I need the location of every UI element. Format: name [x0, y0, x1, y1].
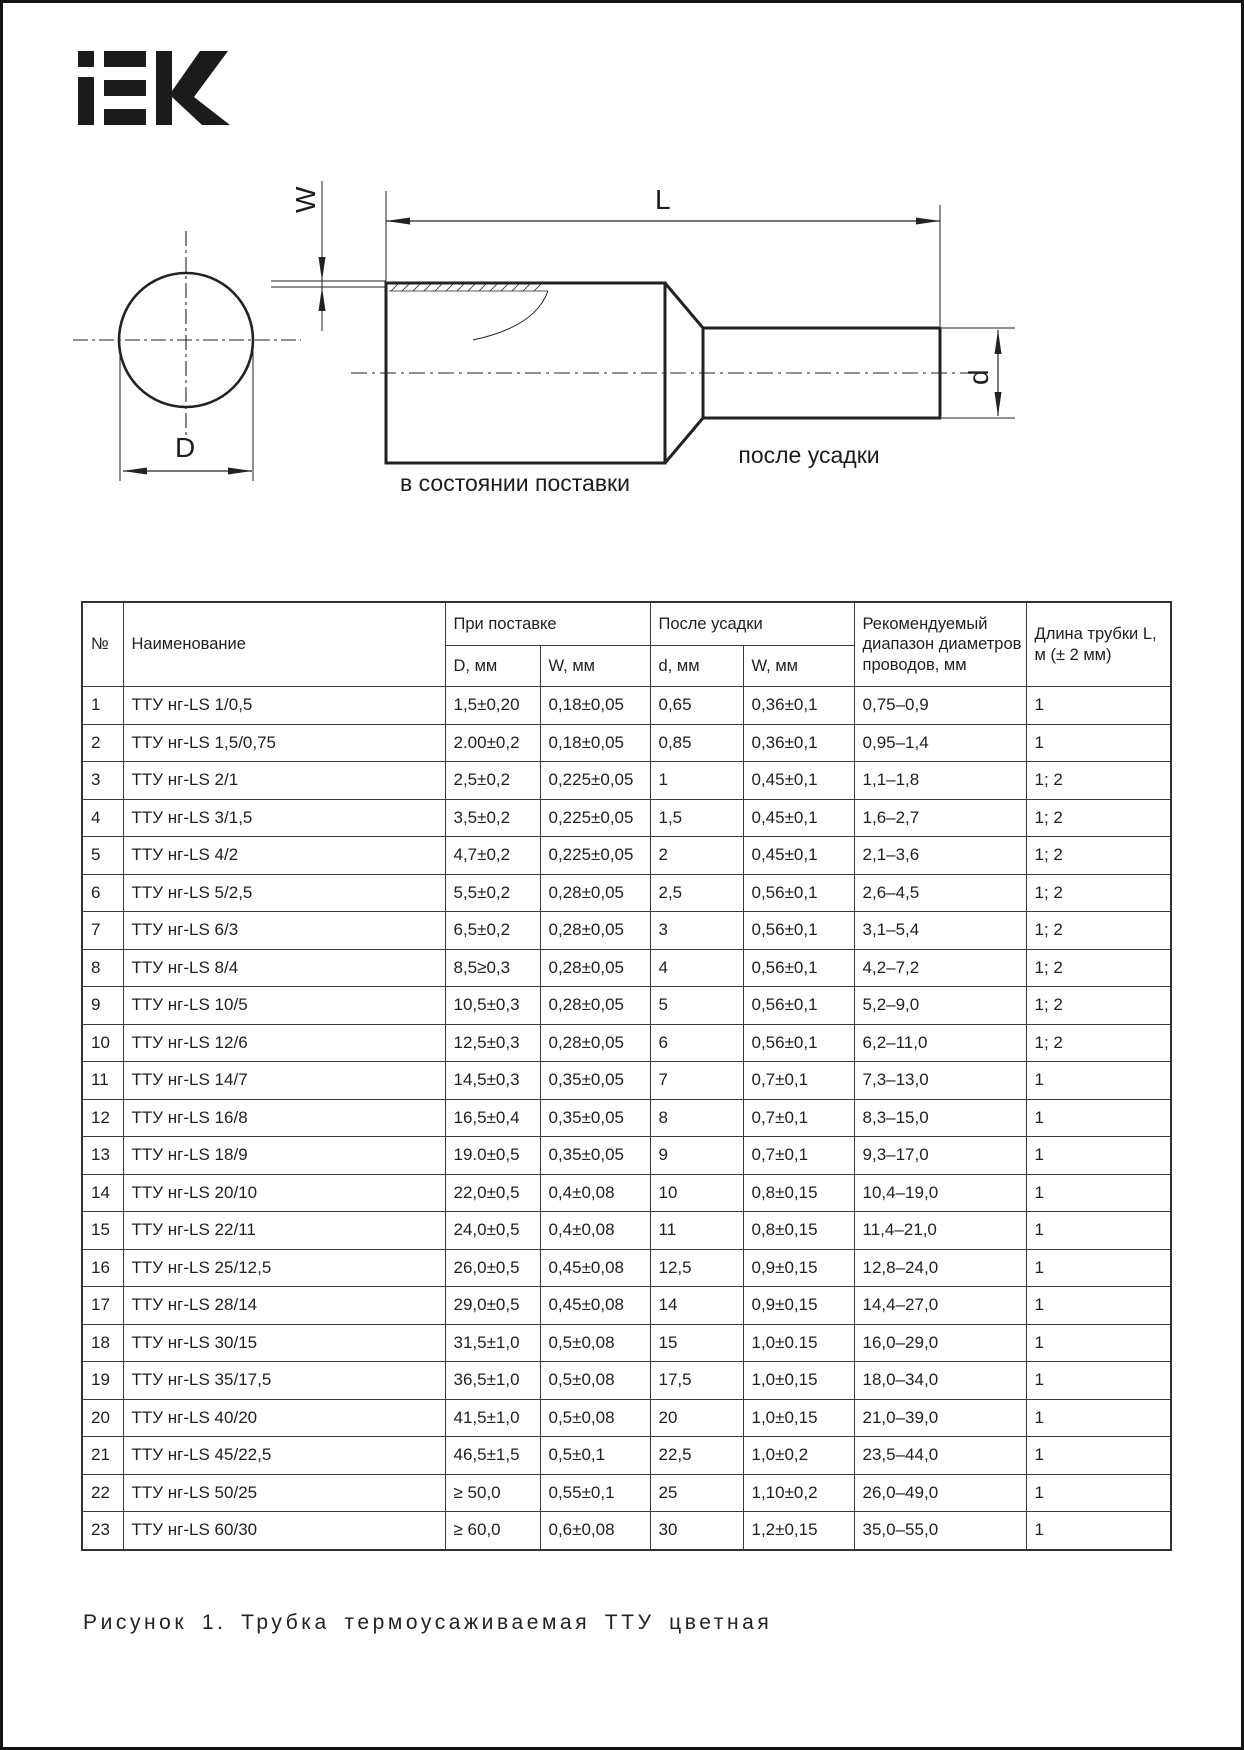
table-cell: 0,85 [650, 724, 743, 762]
table-cell: 15 [650, 1324, 743, 1362]
table-row [82, 1212, 1171, 1250]
table-cell: 1 [650, 762, 743, 800]
dim-label-W: W [290, 186, 321, 213]
table-row [82, 949, 1171, 987]
table-cell: 46,5±1,5 [445, 1437, 540, 1475]
table-row [82, 1099, 1171, 1137]
table-cell: 22 [82, 1474, 123, 1512]
table-cell: 0,28±0,05 [540, 987, 650, 1025]
table-cell: 12,5±0,3 [445, 1024, 540, 1062]
dim-label-d: d [963, 369, 994, 385]
table-cell: 6 [650, 1024, 743, 1062]
table-cell: 6 [82, 874, 123, 912]
spec-table-head [82, 602, 1171, 687]
table-row [82, 1174, 1171, 1212]
table-cell: 2 [82, 724, 123, 762]
table-cell: 0,5±0,1 [540, 1437, 650, 1475]
col-header-W-mm-delivery: W, мм [540, 646, 650, 687]
table-cell: 6,5±0,2 [445, 912, 540, 950]
table-cell: 10 [650, 1174, 743, 1212]
table-cell: 18 [82, 1324, 123, 1362]
table-cell: ТТУ нг-LS 18/9 [123, 1137, 445, 1175]
table-cell: 0,35±0,05 [540, 1137, 650, 1175]
table-cell: ТТУ нг-LS 5/2,5 [123, 874, 445, 912]
table-cell: 1; 2 [1026, 799, 1171, 837]
table-cell: ≥ 60,0 [445, 1512, 540, 1550]
table-cell: 5,5±0,2 [445, 874, 540, 912]
table-cell: 10,5±0,3 [445, 987, 540, 1025]
col-header-name: Наименование [123, 602, 445, 687]
table-cell: 16,0–29,0 [854, 1324, 1026, 1362]
table-cell: ТТУ нг-LS 22/11 [123, 1212, 445, 1250]
table-cell: 0,225±0,05 [540, 762, 650, 800]
spec-table-container [81, 601, 1172, 1551]
table-cell: 7 [82, 912, 123, 950]
table-cell: 1,0±0,15 [743, 1362, 854, 1400]
table-cell: 3 [82, 762, 123, 800]
table-cell: 0,6±0,08 [540, 1512, 650, 1550]
table-cell: 4 [650, 949, 743, 987]
table-cell: ТТУ нг-LS 50/25 [123, 1474, 445, 1512]
table-cell: 0,45±0,1 [743, 762, 854, 800]
table-cell: 0,225±0,05 [540, 799, 650, 837]
table-cell: 0,18±0,05 [540, 687, 650, 725]
table-cell: 1,0±0.15 [743, 1324, 854, 1362]
table-cell: 6,2–11,0 [854, 1024, 1026, 1062]
table-cell: 7,3–13,0 [854, 1062, 1026, 1100]
table-row [82, 987, 1171, 1025]
iek-logo-icon [78, 51, 230, 125]
table-row [82, 1249, 1171, 1287]
table-cell: 5 [82, 837, 123, 875]
table-row [82, 1474, 1171, 1512]
table-cell: 1; 2 [1026, 874, 1171, 912]
col-header-num: № [82, 602, 123, 687]
table-cell: 0,4±0,08 [540, 1174, 650, 1212]
table-cell: ТТУ нг-LS 16/8 [123, 1099, 445, 1137]
table-cell: 16 [82, 1249, 123, 1287]
table-cell: 1 [1026, 687, 1171, 725]
table-cell: 17 [82, 1287, 123, 1325]
table-cell: 0,35±0,05 [540, 1062, 650, 1100]
table-row [82, 1287, 1171, 1325]
dim-label-L: L [655, 184, 671, 215]
table-cell: ТТУ нг-LS 3/1,5 [123, 799, 445, 837]
table-cell: 0,28±0,05 [540, 874, 650, 912]
table-cell: 1 [1026, 1437, 1171, 1475]
table-cell: 1; 2 [1026, 762, 1171, 800]
table-cell: 22,0±0,5 [445, 1174, 540, 1212]
table-cell: 16,5±0,4 [445, 1099, 540, 1137]
table-cell: 1,2±0,15 [743, 1512, 854, 1550]
table-cell: 1,0±0,2 [743, 1437, 854, 1475]
table-cell: 3,5±0,2 [445, 799, 540, 837]
table-cell: 22,5 [650, 1437, 743, 1475]
table-cell: 1; 2 [1026, 837, 1171, 875]
table-cell: 24,0±0,5 [445, 1212, 540, 1250]
table-cell: 30 [650, 1512, 743, 1550]
table-cell: 11,4–21,0 [854, 1212, 1026, 1250]
table-cell: ≥ 50,0 [445, 1474, 540, 1512]
table-cell: 20 [650, 1399, 743, 1437]
table-row [82, 1362, 1171, 1400]
table-cell: 0,9±0,15 [743, 1249, 854, 1287]
table-cell: 19 [82, 1362, 123, 1400]
table-cell: 3 [650, 912, 743, 950]
table-cell: 1 [1026, 1062, 1171, 1100]
table-cell: 19.0±0,5 [445, 1137, 540, 1175]
table-cell: 23 [82, 1512, 123, 1550]
table-cell: ТТУ нг-LS 1/0,5 [123, 687, 445, 725]
table-cell: 1; 2 [1026, 987, 1171, 1025]
table-cell: 26,0±0,5 [445, 1249, 540, 1287]
table-row [82, 1024, 1171, 1062]
col-header-W-mm-shrink: W, мм [743, 646, 854, 687]
table-cell: 10,4–19,0 [854, 1174, 1026, 1212]
table-cell: 1,0±0,15 [743, 1399, 854, 1437]
table-cell: 1 [1026, 1474, 1171, 1512]
table-cell: 21,0–39,0 [854, 1399, 1026, 1437]
table-cell: 5,2–9,0 [854, 987, 1026, 1025]
table-cell: 17,5 [650, 1362, 743, 1400]
table-cell: 14,4–27,0 [854, 1287, 1026, 1325]
table-cell: 18,0–34,0 [854, 1362, 1026, 1400]
table-cell: 23,5–44,0 [854, 1437, 1026, 1475]
table-cell: 1 [1026, 1174, 1171, 1212]
table-cell: 0,28±0,05 [540, 1024, 650, 1062]
table-cell: 2,5 [650, 874, 743, 912]
table-cell: 2,1–3,6 [854, 837, 1026, 875]
table-cell: 0,45±0,1 [743, 799, 854, 837]
table-cell: 13 [82, 1137, 123, 1175]
table-cell: 0,45±0,1 [743, 837, 854, 875]
table-cell: 25 [650, 1474, 743, 1512]
table-cell: ТТУ нг-LS 8/4 [123, 949, 445, 987]
table-cell: 5 [650, 987, 743, 1025]
table-cell: 11 [82, 1062, 123, 1100]
table-cell: 14,5±0,3 [445, 1062, 540, 1100]
table-cell: 1 [1026, 1324, 1171, 1362]
table-cell: 8,5≥0,3 [445, 949, 540, 987]
spec-table-body [82, 687, 1171, 1550]
table-cell: 10 [82, 1024, 123, 1062]
table-cell: 1,5 [650, 799, 743, 837]
table-cell: 0,225±0,05 [540, 837, 650, 875]
table-cell: 1,5±0,20 [445, 687, 540, 725]
table-row [82, 837, 1171, 875]
table-cell: 1 [1026, 724, 1171, 762]
table-cell: 12 [82, 1099, 123, 1137]
table-cell: 0,95–1,4 [854, 724, 1026, 762]
table-row [82, 1324, 1171, 1362]
table-cell: 0,75–0,9 [854, 687, 1026, 725]
table-cell: 29,0±0,5 [445, 1287, 540, 1325]
table-cell: 0,45±0,08 [540, 1249, 650, 1287]
spec-table [81, 601, 1172, 1551]
table-cell: ТТУ нг-LS 4/2 [123, 837, 445, 875]
table-cell: 0,28±0,05 [540, 949, 650, 987]
table-cell: ТТУ нг-LS 20/10 [123, 1174, 445, 1212]
table-cell: 36,5±1,0 [445, 1362, 540, 1400]
table-cell: 2 [650, 837, 743, 875]
table-cell: 0,55±0,1 [540, 1474, 650, 1512]
table-row [82, 687, 1171, 725]
col-header-d-mm: d, мм [650, 646, 743, 687]
table-row [82, 912, 1171, 950]
table-cell: 8,3–15,0 [854, 1099, 1026, 1137]
table-cell: 1 [1026, 1512, 1171, 1550]
table-cell: 2,5±0,2 [445, 762, 540, 800]
table-cell: 0,56±0,1 [743, 949, 854, 987]
table-cell: 1; 2 [1026, 949, 1171, 987]
table-cell: 12,8–24,0 [854, 1249, 1026, 1287]
table-cell: 1,10±0,2 [743, 1474, 854, 1512]
table-row [82, 874, 1171, 912]
table-cell: 14 [650, 1287, 743, 1325]
table-cell: 0,56±0,1 [743, 912, 854, 950]
table-cell: 1 [1026, 1212, 1171, 1250]
dim-label-D: D [175, 432, 196, 463]
table-cell: 20 [82, 1399, 123, 1437]
table-cell: 1,6–2,7 [854, 799, 1026, 837]
table-cell: 1 [1026, 1399, 1171, 1437]
table-cell: ТТУ нг-LS 30/15 [123, 1324, 445, 1362]
caption-after-shrink: после усадки [738, 442, 880, 468]
table-cell: 0,7±0,1 [743, 1137, 854, 1175]
table-cell: ТТУ нг-LS 1,5/0,75 [123, 724, 445, 762]
table-cell: 26,0–49,0 [854, 1474, 1026, 1512]
figure-caption: Рисунок 1. Трубка термоусаживаемая ТТУ цветная [83, 1611, 773, 1634]
product-diagram [3, 143, 1244, 503]
table-cell: ТТУ нг-LS 25/12,5 [123, 1249, 445, 1287]
table-cell: 0,45±0,08 [540, 1287, 650, 1325]
table-cell: ТТУ нг-LS 60/30 [123, 1512, 445, 1550]
table-cell: ТТУ нг-LS 40/20 [123, 1399, 445, 1437]
table-row [82, 1062, 1171, 1100]
table-row [82, 1437, 1171, 1475]
col-header-D-mm: D, мм [445, 646, 540, 687]
header-row-groups [82, 602, 1171, 646]
caption-delivery-state: в состоянии поставки [400, 470, 630, 496]
table-cell: 2.00±0,2 [445, 724, 540, 762]
table-cell: 0,36±0,1 [743, 687, 854, 725]
table-cell: 0,56±0,1 [743, 1024, 854, 1062]
table-cell: 0,56±0,1 [743, 987, 854, 1025]
table-cell: 1 [1026, 1287, 1171, 1325]
table-cell: ТТУ нг-LS 12/6 [123, 1024, 445, 1062]
table-cell: 0,8±0,15 [743, 1212, 854, 1250]
table-cell: 11 [650, 1212, 743, 1250]
table-cell: 0,36±0,1 [743, 724, 854, 762]
table-row [82, 1399, 1171, 1437]
table-cell: 8 [650, 1099, 743, 1137]
table-cell: 8 [82, 949, 123, 987]
table-cell: 1,1–1,8 [854, 762, 1026, 800]
table-cell: 0,65 [650, 687, 743, 725]
table-cell: ТТУ нг-LS 35/17,5 [123, 1362, 445, 1400]
table-cell: ТТУ нг-LS 10/5 [123, 987, 445, 1025]
col-header-tube-length: Длина трубки L, м (± 2 мм) [1026, 602, 1171, 687]
table-cell: 1 [82, 687, 123, 725]
table-cell: 35,0–55,0 [854, 1512, 1026, 1550]
table-cell: 9,3–17,0 [854, 1137, 1026, 1175]
table-cell: 0,28±0,05 [540, 912, 650, 950]
col-group-after-shrink: После усадки [650, 602, 854, 646]
table-cell: 41,5±1,0 [445, 1399, 540, 1437]
col-header-wire-range: Рекомендуемый диапазон диаметров проводов, мм [854, 602, 1026, 687]
table-cell: 1 [1026, 1137, 1171, 1175]
table-row [82, 724, 1171, 762]
table-cell: ТТУ нг-LS 45/22,5 [123, 1437, 445, 1475]
table-cell: 0,8±0,15 [743, 1174, 854, 1212]
table-row [82, 799, 1171, 837]
col-group-at-delivery: При поставке [445, 602, 650, 646]
table-cell: 3,1–5,4 [854, 912, 1026, 950]
table-cell: 21 [82, 1437, 123, 1475]
table-row [82, 762, 1171, 800]
table-cell: 4 [82, 799, 123, 837]
table-cell: ТТУ нг-LS 2/1 [123, 762, 445, 800]
table-cell: ТТУ нг-LS 28/14 [123, 1287, 445, 1325]
table-cell: 0,7±0,1 [743, 1099, 854, 1137]
table-cell: 9 [82, 987, 123, 1025]
table-cell: 0,5±0,08 [540, 1399, 650, 1437]
table-cell: 0,35±0,05 [540, 1099, 650, 1137]
table-cell: 2,6–4,5 [854, 874, 1026, 912]
iek-logo [78, 51, 230, 130]
table-cell: 1 [1026, 1249, 1171, 1287]
table-cell: ТТУ нг-LS 6/3 [123, 912, 445, 950]
table-cell: 0,9±0,15 [743, 1287, 854, 1325]
table-cell: 0,7±0,1 [743, 1062, 854, 1100]
table-cell: 15 [82, 1212, 123, 1250]
table-cell: 12,5 [650, 1249, 743, 1287]
table-cell: 4,7±0,2 [445, 837, 540, 875]
table-cell: 1; 2 [1026, 912, 1171, 950]
table-row [82, 1137, 1171, 1175]
table-cell: 0,5±0,08 [540, 1324, 650, 1362]
table-cell: 1 [1026, 1099, 1171, 1137]
table-cell: 9 [650, 1137, 743, 1175]
table-cell: 14 [82, 1174, 123, 1212]
table-cell: 7 [650, 1062, 743, 1100]
table-cell: 0,18±0,05 [540, 724, 650, 762]
table-row [82, 1512, 1171, 1550]
table-cell: 4,2–7,2 [854, 949, 1026, 987]
table-cell: 31,5±1,0 [445, 1324, 540, 1362]
table-cell: 0,5±0,08 [540, 1362, 650, 1400]
table-cell: 0,4±0,08 [540, 1212, 650, 1250]
table-cell: 1; 2 [1026, 1024, 1171, 1062]
table-cell: ТТУ нг-LS 14/7 [123, 1062, 445, 1100]
table-cell: 1 [1026, 1362, 1171, 1400]
table-cell: 0,56±0,1 [743, 874, 854, 912]
